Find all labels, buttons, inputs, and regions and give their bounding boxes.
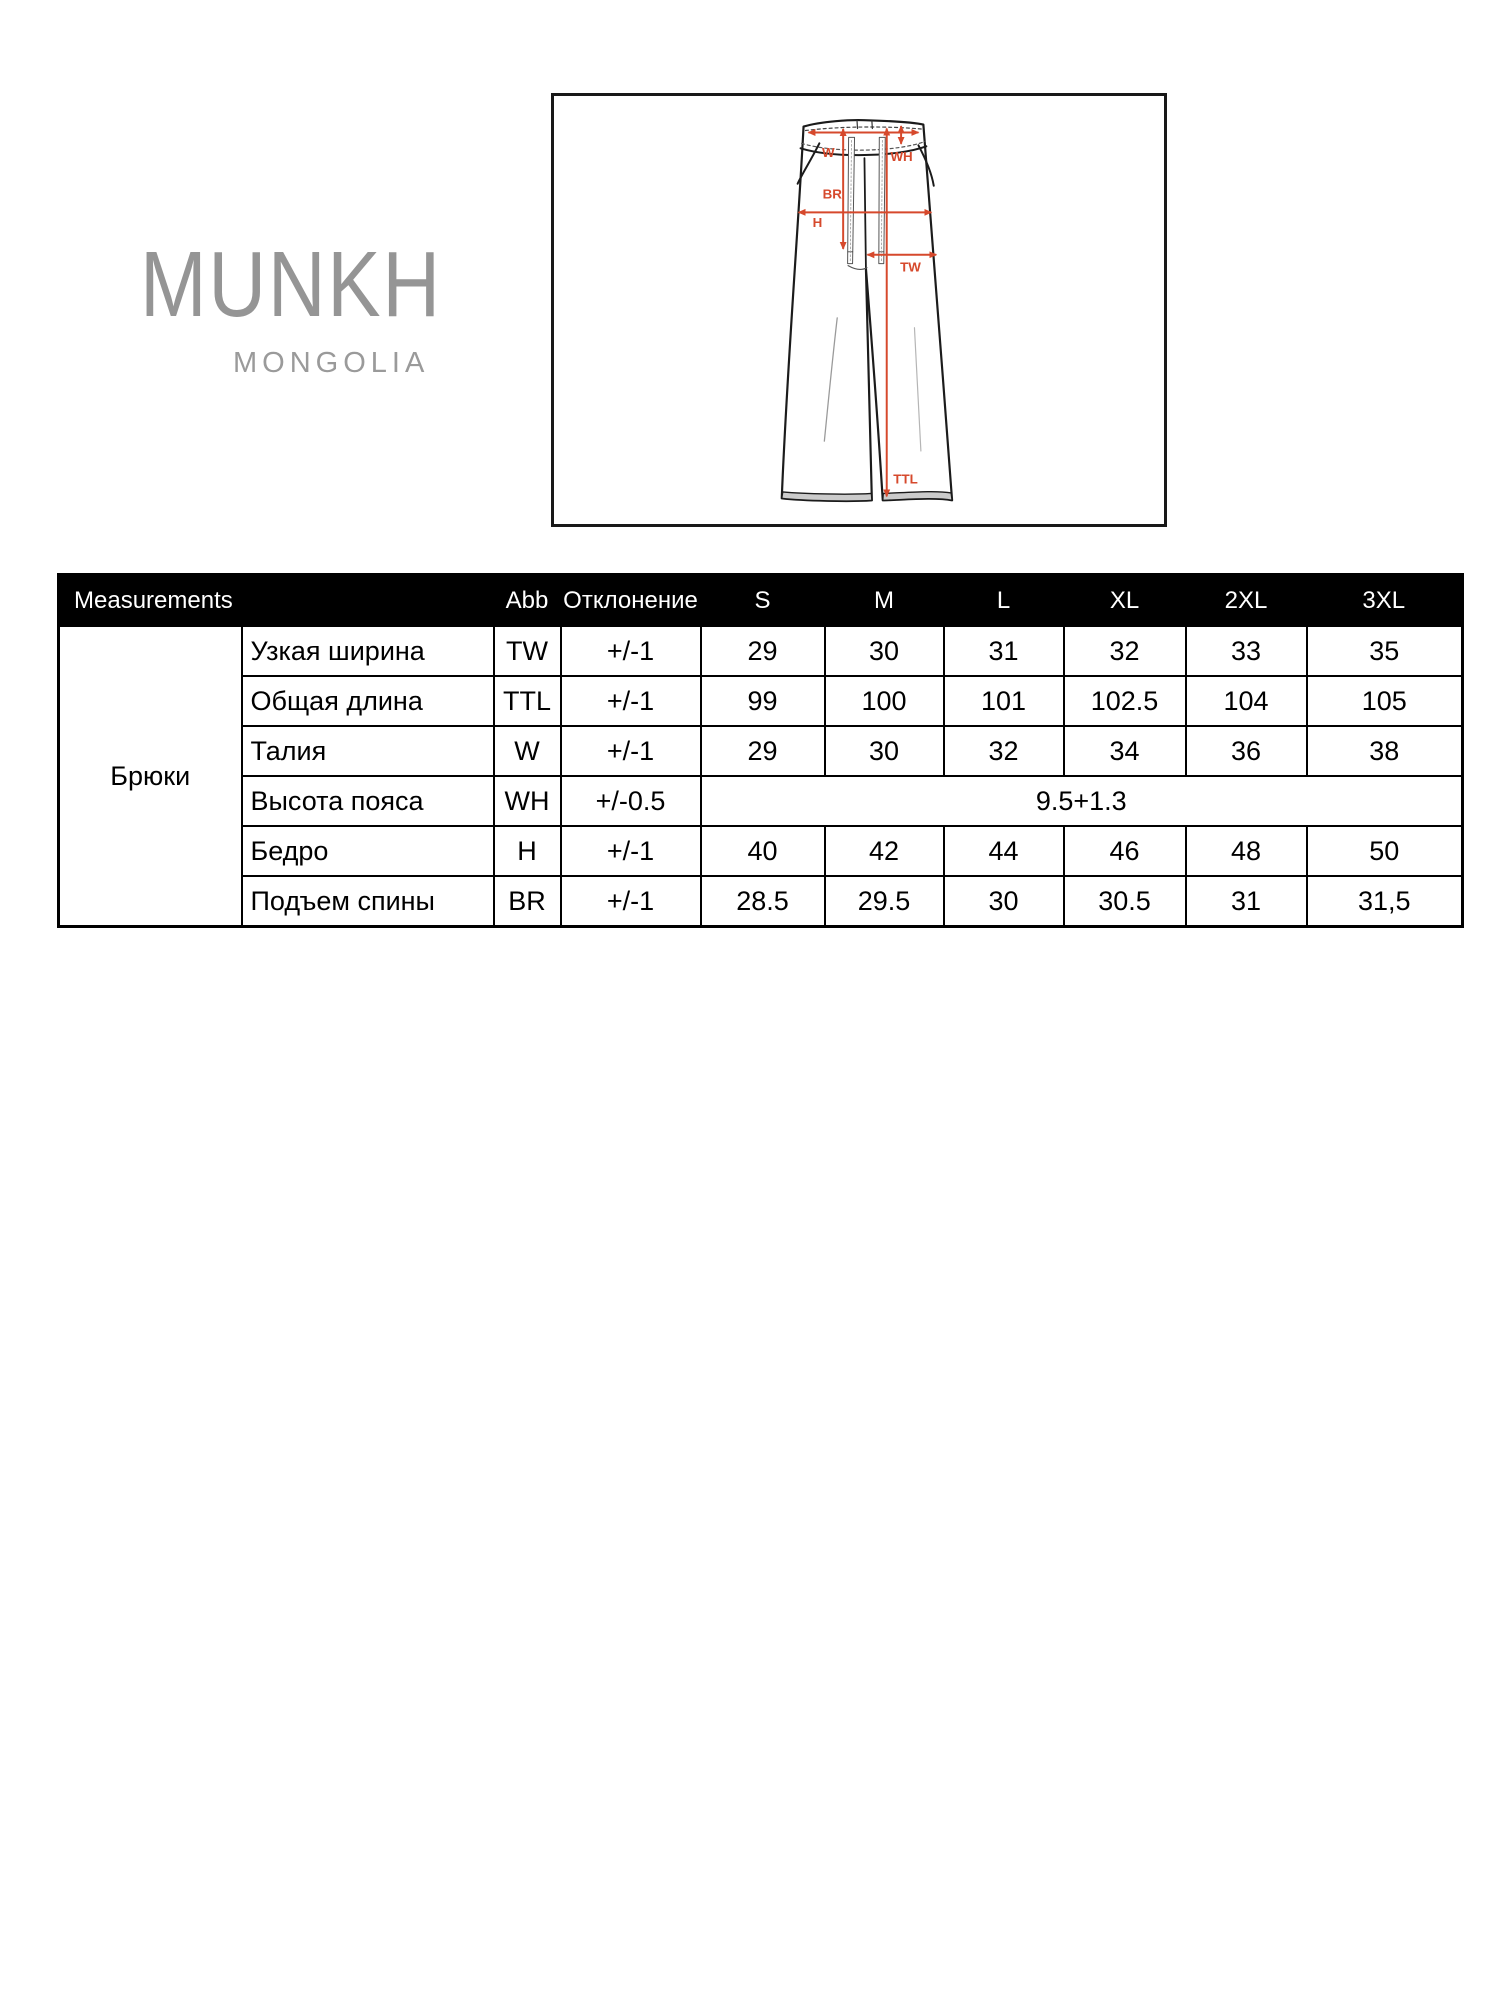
- value-cell: 40: [701, 826, 825, 876]
- value-cell: 30: [944, 876, 1064, 927]
- value-cell: 42: [825, 826, 944, 876]
- ttl-label: TTL: [893, 471, 918, 487]
- row-name: Талия: [242, 726, 494, 776]
- value-cell: 50: [1307, 826, 1463, 876]
- header-size-s: S: [701, 575, 825, 627]
- value-cell: 36: [1186, 726, 1307, 776]
- row-deviation: +/-1: [561, 676, 701, 726]
- row-name: Высота пояса: [242, 776, 494, 826]
- header-size-2xl: 2XL: [1186, 575, 1307, 627]
- value-cell: 102.5: [1064, 676, 1186, 726]
- header-measurements: Measurements: [59, 575, 494, 627]
- table-row: [59, 826, 1463, 876]
- table-row: [59, 876, 1463, 927]
- value-cell: 44: [944, 826, 1064, 876]
- right-hem: [883, 492, 952, 501]
- size-table: [57, 573, 1464, 928]
- row-deviation: +/-1: [561, 626, 701, 676]
- row-name: Бедро: [242, 826, 494, 876]
- value-cell: 30: [825, 626, 944, 676]
- row-deviation: +/-1: [561, 876, 701, 927]
- table-row: [59, 626, 1463, 676]
- wh-label: WH: [890, 149, 913, 165]
- value-cell: 31,5: [1307, 876, 1463, 927]
- value-cell: 29: [701, 626, 825, 676]
- value-cell: 28.5: [701, 876, 825, 927]
- row-abb: W: [494, 726, 561, 776]
- row-abb: H: [494, 826, 561, 876]
- value-cell: 34: [1064, 726, 1186, 776]
- header-deviation: Отклонение: [561, 575, 701, 627]
- value-cell: 31: [944, 626, 1064, 676]
- value-cell: 105: [1307, 676, 1463, 726]
- pants-outline: [782, 120, 952, 501]
- value-cell: 35: [1307, 626, 1463, 676]
- header-size-3xl: 3XL: [1307, 575, 1463, 627]
- value-cell: 101: [944, 676, 1064, 726]
- row-name: Общая длина: [242, 676, 494, 726]
- header-size-l: L: [944, 575, 1064, 627]
- value-cell: 29.5: [825, 876, 944, 927]
- row-deviation: +/-1: [561, 826, 701, 876]
- header-size-xl: XL: [1064, 575, 1186, 627]
- row-deviation: +/-0.5: [561, 776, 701, 826]
- value-cell: 99: [701, 676, 825, 726]
- diagram-box: [551, 93, 1167, 527]
- tw-label: TW: [900, 259, 921, 275]
- table-row: [59, 776, 1463, 826]
- value-cell: 46: [1064, 826, 1186, 876]
- row-abb: TW: [494, 626, 561, 676]
- value-cell: 32: [944, 726, 1064, 776]
- row-abb: WH: [494, 776, 561, 826]
- brand-logo: MUNKH: [140, 232, 442, 336]
- header-abb: Abb: [494, 575, 561, 627]
- row-abb: BR: [494, 876, 561, 927]
- value-cell: 32: [1064, 626, 1186, 676]
- value-cell: 30: [825, 726, 944, 776]
- row-name: Узкая ширина: [242, 626, 494, 676]
- header-size-m: M: [825, 575, 944, 627]
- row-deviation: +/-1: [561, 726, 701, 776]
- value-cell: 38: [1307, 726, 1463, 776]
- value-cell: 104: [1186, 676, 1307, 726]
- row-name: Подъем спины: [242, 876, 494, 927]
- value-cell: 100: [825, 676, 944, 726]
- h-label: H: [812, 215, 823, 231]
- brand-logo-subtitle: MONGOLIA: [233, 347, 430, 379]
- value-cell: 30.5: [1064, 876, 1186, 927]
- pants-illustration: [554, 96, 1164, 524]
- br-label: BR: [822, 186, 842, 202]
- value-cell: 48: [1186, 826, 1307, 876]
- value-cell: 29: [701, 726, 825, 776]
- value-cell: 31: [1186, 876, 1307, 927]
- group-cell: Брюки: [59, 626, 242, 927]
- table-row: [59, 726, 1463, 776]
- table-row: [59, 676, 1463, 726]
- value-cell: 33: [1186, 626, 1307, 676]
- row-abb: TTL: [494, 676, 561, 726]
- table-header-row: [59, 575, 1463, 627]
- w-label: W: [821, 145, 835, 161]
- merged-value-cell: 9.5+1.3: [701, 776, 1463, 826]
